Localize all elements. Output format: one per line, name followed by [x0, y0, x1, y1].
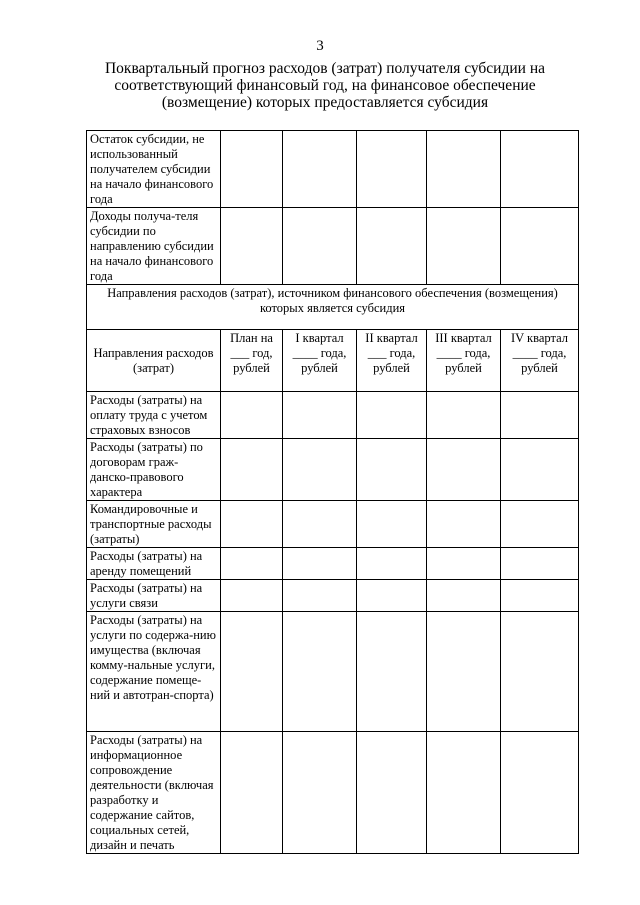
- table-row: [87, 732, 579, 854]
- table-cell[interactable]: [427, 580, 501, 612]
- table-cell[interactable]: [221, 439, 283, 501]
- table-cell[interactable]: [357, 548, 427, 580]
- row-label: Расходы (затраты) на аренду помещений: [87, 548, 221, 580]
- table-cell[interactable]: [357, 208, 427, 285]
- table-cell[interactable]: [357, 392, 427, 439]
- table-row: [87, 548, 579, 580]
- table-cell[interactable]: [427, 501, 501, 548]
- table-cell[interactable]: [221, 548, 283, 580]
- column-header: I квартал ____ года, рублей: [283, 330, 357, 392]
- table-cell[interactable]: [357, 580, 427, 612]
- table-cell[interactable]: [221, 580, 283, 612]
- table-cell[interactable]: [283, 392, 357, 439]
- table-cell[interactable]: [283, 612, 357, 732]
- row-label: Расходы (затраты) на информационное сопровождение деятельности (включая разработку и содержание сайтов, социальных сетей, дизайн и печать: [87, 732, 221, 854]
- table-cell[interactable]: [221, 501, 283, 548]
- table-cell[interactable]: [283, 131, 357, 208]
- column-header: II квартал ___ года, рублей: [357, 330, 427, 392]
- table-cell[interactable]: [283, 732, 357, 854]
- table-cell[interactable]: [283, 580, 357, 612]
- table-cell[interactable]: [283, 439, 357, 501]
- column-header: План на ___ год, рублей: [221, 330, 283, 392]
- row-label: Доходы получа-теля субсидии по направлению субсидии на начало финансового года: [87, 208, 221, 285]
- table-cell[interactable]: [283, 548, 357, 580]
- table-cell[interactable]: [501, 580, 579, 612]
- table-cell[interactable]: [501, 501, 579, 548]
- table-cell[interactable]: [427, 439, 501, 501]
- table-cell[interactable]: [501, 208, 579, 285]
- table-row: [87, 580, 579, 612]
- page-number: 3: [316, 38, 324, 54]
- table-row: [87, 392, 579, 439]
- column-header: Направления расходов (затрат): [87, 330, 221, 392]
- table-cell[interactable]: [427, 131, 501, 208]
- table-cell[interactable]: [357, 501, 427, 548]
- column-header: IV квартал ____ года, рублей: [501, 330, 579, 392]
- table-cell[interactable]: [221, 208, 283, 285]
- table-cell[interactable]: [501, 392, 579, 439]
- column-header-row: [87, 330, 579, 392]
- row-label: Расходы (затраты) на услуги по содержа-нию имущества (включая комму-нальные услуги, содержание помеще-ний и автотран-спорта): [87, 612, 221, 732]
- table-cell[interactable]: [357, 612, 427, 732]
- table-cell[interactable]: [501, 548, 579, 580]
- table-cell[interactable]: [427, 392, 501, 439]
- column-header: III квартал ____ года, рублей: [427, 330, 501, 392]
- row-label: Командировочные и транспортные расходы (затраты): [87, 501, 221, 548]
- section-header: Направления расходов (затрат), источником финансового обеспечения (возмещения) которых является субсидия: [87, 285, 579, 330]
- table-cell[interactable]: [283, 208, 357, 285]
- table-cell[interactable]: [501, 131, 579, 208]
- table-cell[interactable]: [283, 501, 357, 548]
- table-row: [87, 131, 579, 208]
- table-cell[interactable]: [427, 548, 501, 580]
- table-cell[interactable]: [221, 612, 283, 732]
- table-cell[interactable]: [221, 392, 283, 439]
- table-cell[interactable]: [221, 131, 283, 208]
- table-cell[interactable]: [501, 439, 579, 501]
- row-label: Расходы (затраты) по договорам граж-данско-правового характера: [87, 439, 221, 501]
- table-row: [87, 439, 579, 501]
- table-row: [87, 612, 579, 732]
- expense-forecast-table: [86, 130, 579, 854]
- row-label: Расходы (затраты) на услуги связи: [87, 580, 221, 612]
- table-cell[interactable]: [357, 131, 427, 208]
- table-cell[interactable]: [357, 439, 427, 501]
- table-cell[interactable]: [501, 612, 579, 732]
- table-cell[interactable]: [221, 732, 283, 854]
- page-title: Поквартальный прогноз расходов (затрат) получателя субсидии на соответствующий финансовый год, на финансовое обеспечение (возмещение) которых предоставляется субсидия: [104, 60, 546, 111]
- table-cell[interactable]: [427, 208, 501, 285]
- table-cell[interactable]: [427, 732, 501, 854]
- row-label: Расходы (затраты) на оплату труда с учетом страховых взносов: [87, 392, 221, 439]
- section-header-row: [87, 285, 579, 330]
- table-cell[interactable]: [501, 732, 579, 854]
- table-row: [87, 501, 579, 548]
- table-cell[interactable]: [427, 612, 501, 732]
- row-label: Остаток субсидии, не использованный получателем субсидии на начало финансового года: [87, 131, 221, 208]
- table-row: [87, 208, 579, 285]
- table-cell[interactable]: [357, 732, 427, 854]
